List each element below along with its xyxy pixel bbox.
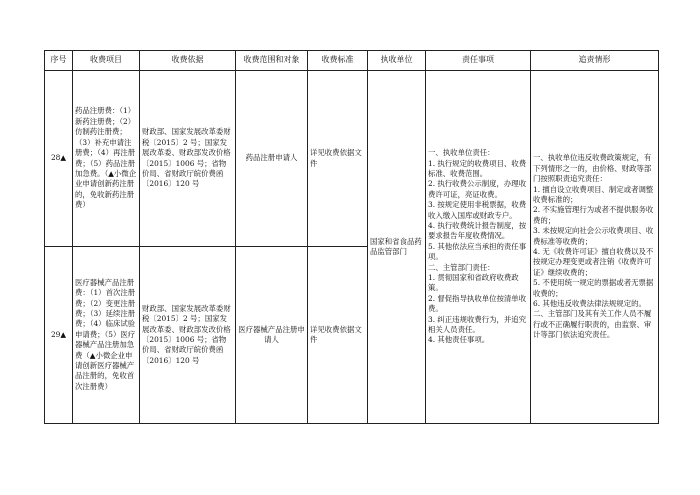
fee-standard: 详见收费依据文件 — [308, 71, 368, 247]
fee-item: 医疗器械产品注册费：（1）首次注册费；（2）变更注册费；（3）延续注册费；（4）临床试验申请费；（5）医疗器械产品注册加急费（▲小微企业申请创新医疗器械产品注册的，免收首次注册费） — [73, 247, 140, 424]
duty-line: 3. 按规定使用非税票据，收费收入缴入国库或财政专户。 — [428, 200, 527, 220]
row-number: 29▲ — [45, 247, 73, 424]
duty-line: 一、执收单位责任： — [428, 148, 495, 158]
accountability-line: 1. 擅自设立收费项目、制定或者调整收费标准的； — [533, 184, 654, 204]
fee-scope: 药品注册申请人 — [236, 71, 308, 247]
duty-line: 2. 执行收费公示制度，办理收费许可证，亮证收费。 — [428, 179, 527, 199]
header-scope: 收费范围和对象 — [236, 51, 308, 71]
header-standard: 收费标准 — [308, 51, 368, 71]
fee-table — [44, 50, 659, 424]
collecting-unit: 国家和省食品药品监管部门 — [368, 71, 426, 424]
accountability-cell — [531, 71, 659, 424]
accountability-line: 3. 未按规定向社会公示收费项目、收费标准等收费的； — [533, 226, 654, 246]
duty-line: 1. 贯彻国家和省政府收费政策。 — [428, 273, 519, 293]
duty-line: 4. 其他责任事项。 — [428, 335, 490, 345]
accountability-line: 2. 不实施管理行为或者不提供服务收费的； — [533, 205, 654, 225]
header-duties: 责任事项 — [426, 51, 531, 71]
duties-cell — [426, 71, 531, 424]
duty-line: 2. 督促指导执收单位按清单收费。 — [428, 293, 527, 314]
accountability-line: 二、主管部门及其有关工作人员不履行或不正确履行职责的，由监察、审计等部门依法追究责任。 — [533, 309, 652, 340]
header-basis: 收费依据 — [140, 51, 236, 71]
fee-scope: 医疗器械产品注册申请人 — [236, 247, 308, 424]
header-no: 序号 — [45, 51, 73, 71]
fee-basis: 财政部、国家发展改革委财税〔2015〕2 号；国家发展改革委、财政部发改价格〔2015〕1006 号；省物价局、省财政厅皖价费函〔2016〕120 号 — [140, 71, 236, 247]
row-number: 28▲ — [45, 71, 73, 247]
header-item: 收费项目 — [73, 51, 140, 71]
accountability-line: 一、执收单位违反收费政策规定，有下列情形之一的，由价格、财政等部门按照职责追究责任： — [533, 153, 652, 184]
header-row — [45, 51, 659, 71]
fee-standard: 详见收费依据文件 — [308, 247, 368, 424]
duty-line: 4. 执行收费统计报告制度，按要求报告年度收费情况。 — [428, 220, 527, 241]
duty-line: 二、主管部门责任： — [428, 262, 495, 272]
table-row — [45, 71, 659, 247]
header-accountability: 追责情形 — [531, 51, 659, 71]
duty-line: 1. 执行规定的收费项目、收费标准、收费范围。 — [428, 158, 527, 178]
duty-line: 3. 纠正违规收费行为，并追究相关人员责任。 — [428, 314, 527, 335]
accountability-line: 5. 不使用统一规定的票据或者无票据收费的； — [533, 278, 654, 298]
fee-item: 药品注册费：（1）新药注册费；（2）仿制药注册费；（3）补充申请注册费；（4）再注册费；（5）药品注册加急费。（▲小微企业申请创新药注册的，免收新药注册费） — [73, 71, 140, 247]
header-unit: 执收单位 — [368, 51, 426, 71]
duty-line: 5. 其他依法应当承担的责任事项。 — [428, 241, 527, 262]
fee-basis: 财政部、国家发展改革委财税〔2015〕2 号；国家发展改革委、财政部发改价格〔2015〕1006 号；省物价局、省财政厅皖价费函〔2016〕120 号 — [140, 247, 236, 424]
accountability-line: 4. 无《收费许可证》擅自收费以及不按规定办理变更或者注销《收费许可证》继续收费的； — [533, 247, 654, 277]
accountability-line: 6. 其他违反收费法律法规规定的。 — [533, 299, 646, 309]
